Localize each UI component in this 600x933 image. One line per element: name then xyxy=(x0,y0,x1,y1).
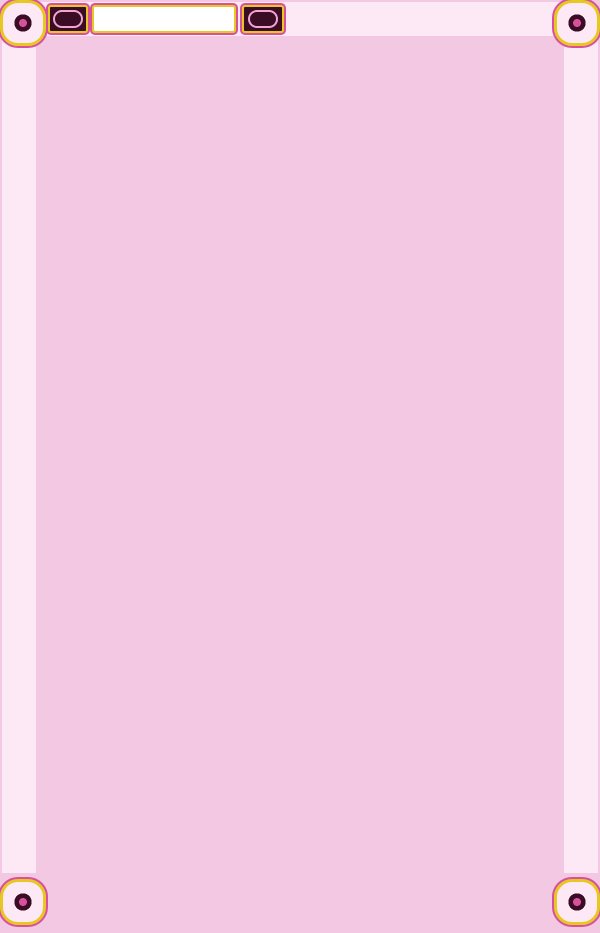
knot-icon xyxy=(53,10,82,28)
flower-icon xyxy=(566,12,588,34)
left-border-band xyxy=(2,38,36,873)
right-border-band xyxy=(564,38,598,873)
flower-icon xyxy=(566,891,588,913)
flower-icon xyxy=(12,891,34,913)
corner-ornament-top-left xyxy=(0,0,46,46)
knot-ornament xyxy=(48,5,88,33)
flower-icon xyxy=(12,12,34,34)
corner-ornament-top-right xyxy=(554,0,600,46)
knot-icon xyxy=(248,10,279,28)
surah-name-cartouche xyxy=(92,5,236,33)
corner-ornament-bottom-right xyxy=(554,879,600,925)
knot-ornament xyxy=(242,5,284,33)
corner-ornament-bottom-left xyxy=(0,879,46,925)
